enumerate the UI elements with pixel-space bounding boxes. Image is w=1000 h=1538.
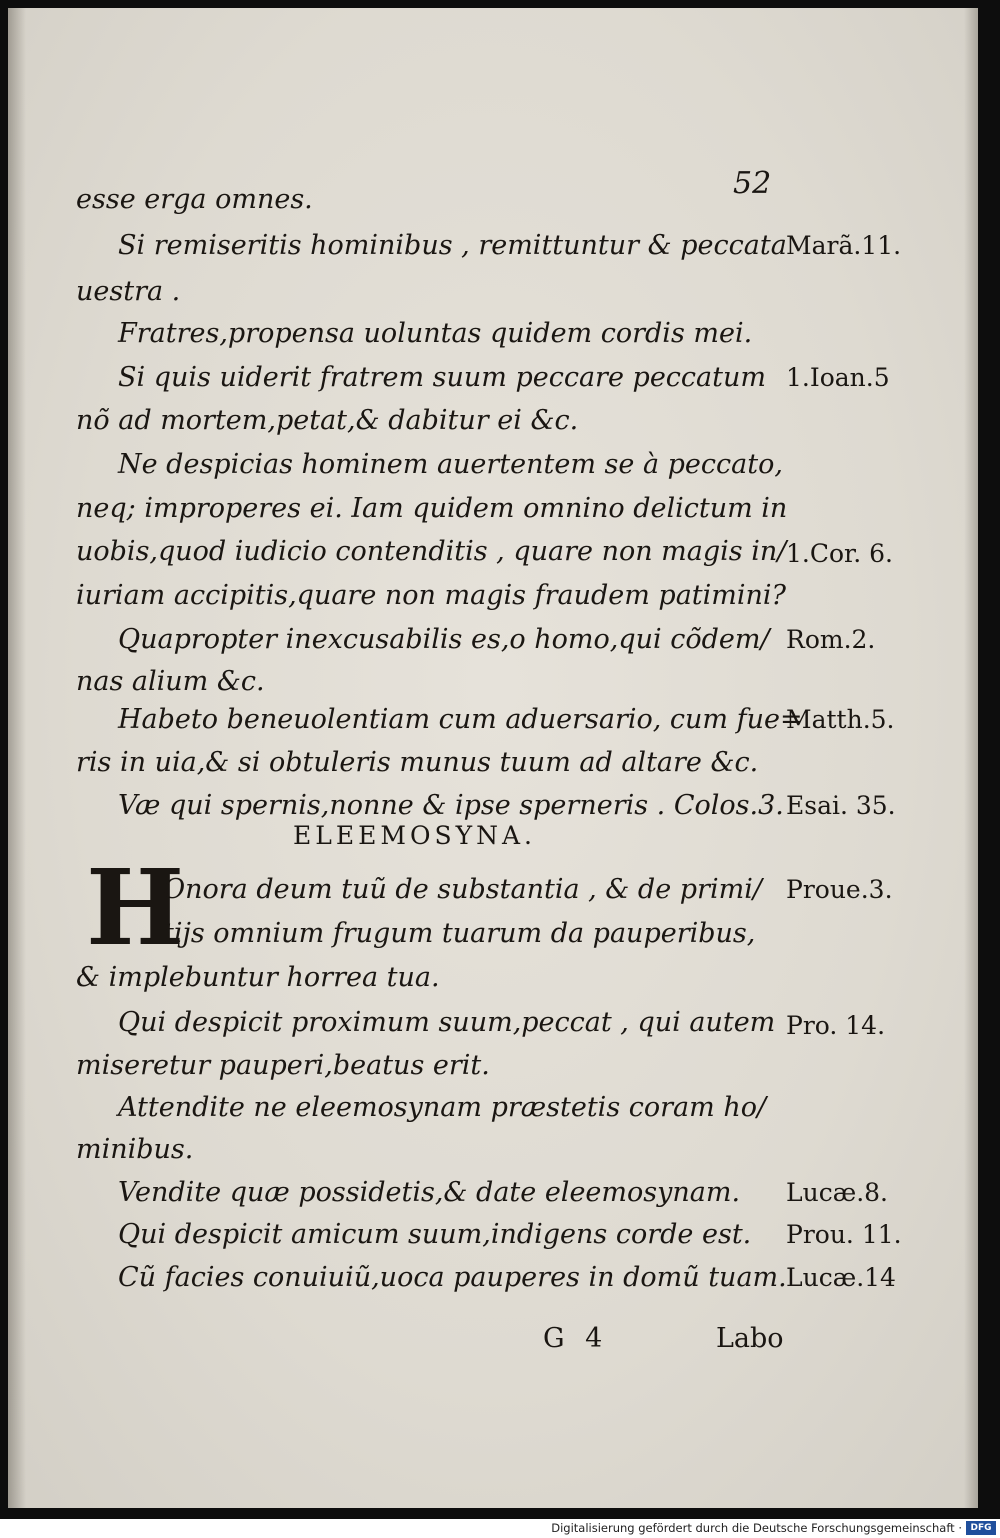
text-line-14: ris in uia,& si obtuleris munus tuum ad altare &c. (76, 747, 759, 778)
text-line-4: Fratres,propensa uoluntas quidem cordis mei. (118, 318, 753, 349)
margin-ref-1: Marã.11. (786, 231, 902, 260)
text-line-17: tijs omnium frugum tuarum da pauperibus, (163, 918, 756, 949)
text-line-1: esse erga omnes. (76, 184, 313, 215)
text-line-2: Si remiseritis hominibus , remittuntur & peccata (118, 230, 787, 261)
text-line-20: miseretur pauperi,beatus erit. (76, 1050, 490, 1081)
catchword: Labo (716, 1323, 784, 1354)
margin-ref-2: 1.Ioan.5 (786, 363, 890, 392)
text-line-12: nas alium &c. (76, 666, 265, 697)
text-line-7: Ne despicias hominem auertentem se à peccato, (118, 449, 783, 480)
text-line-8: neq; improperes ei. Iam quidem omnino delictum in (76, 493, 788, 524)
text-line-22: minibus. (76, 1134, 194, 1165)
margin-ref-3: 1.Cor. 6. (786, 539, 893, 568)
drop-capital: H (86, 846, 185, 969)
margin-ref-6: Esai. 35. (786, 791, 896, 820)
signature-mark: G 4 (543, 1323, 609, 1354)
margin-ref-10: Prou. 11. (786, 1220, 902, 1249)
text-line-21: Attendite ne eleemosynam præstetis coram ho/ (118, 1092, 767, 1123)
page-number: 52 (733, 166, 772, 201)
text-line-25: Cũ facies conuiuiũ,uoca pauperes in domũ tuam. (118, 1262, 787, 1293)
margin-ref-4: Rom.2. (786, 625, 876, 654)
text-line-23: Vendite quæ possidetis,& date eleemosynam. (118, 1177, 741, 1208)
margin-ref-8: Pro. 14. (786, 1011, 886, 1040)
margin-ref-5: Matth.5. (786, 705, 895, 734)
text-line-5: Si quis uiderit fratrem suum peccare peccatum (118, 362, 766, 393)
text-line-13: Habeto beneuolentiam cum aduersario, cum fue= (118, 704, 803, 735)
text-line-10: iuriam accipitis,quare non magis fraudem patimini? (76, 580, 787, 611)
edge-shadow (964, 8, 978, 1508)
margin-ref-11: Lucæ.14 (786, 1263, 896, 1292)
book-page (8, 8, 978, 1508)
text-line-3: uestra . (76, 276, 181, 307)
footer-credit: Digitalisierung gefördert durch die Deutsche Forschungsgemeinschaft · (551, 1521, 962, 1535)
text-line-11: Quapropter inexcusabilis es,o homo,qui cõdem/ (118, 624, 770, 655)
text-line-24: Qui despicit amicum suum,indigens corde est. (118, 1219, 752, 1250)
dfg-logo: DFG (966, 1521, 996, 1535)
margin-ref-7: Proue.3. (786, 875, 893, 904)
text-line-9: uobis,quod iudicio contenditis , quare non magis in/ (76, 536, 787, 567)
section-heading: ELEEMOSYNA. (293, 821, 536, 850)
text-line-6: nõ ad mortem,petat,& dabitur ei &c. (76, 405, 579, 436)
margin-ref-9: Lucæ.8. (786, 1178, 889, 1207)
text-line-15: Væ qui spernis,nonne & ipse sperneris . Colos.3. (118, 790, 784, 821)
text-line-18: & implebuntur horrea tua. (76, 962, 440, 993)
text-line-19: Qui despicit proximum suum,peccat , qui autem (118, 1007, 776, 1038)
gutter-shadow (8, 8, 26, 1508)
text-line-16: Onora deum tuũ de substantia , & de primi/ (163, 874, 762, 905)
